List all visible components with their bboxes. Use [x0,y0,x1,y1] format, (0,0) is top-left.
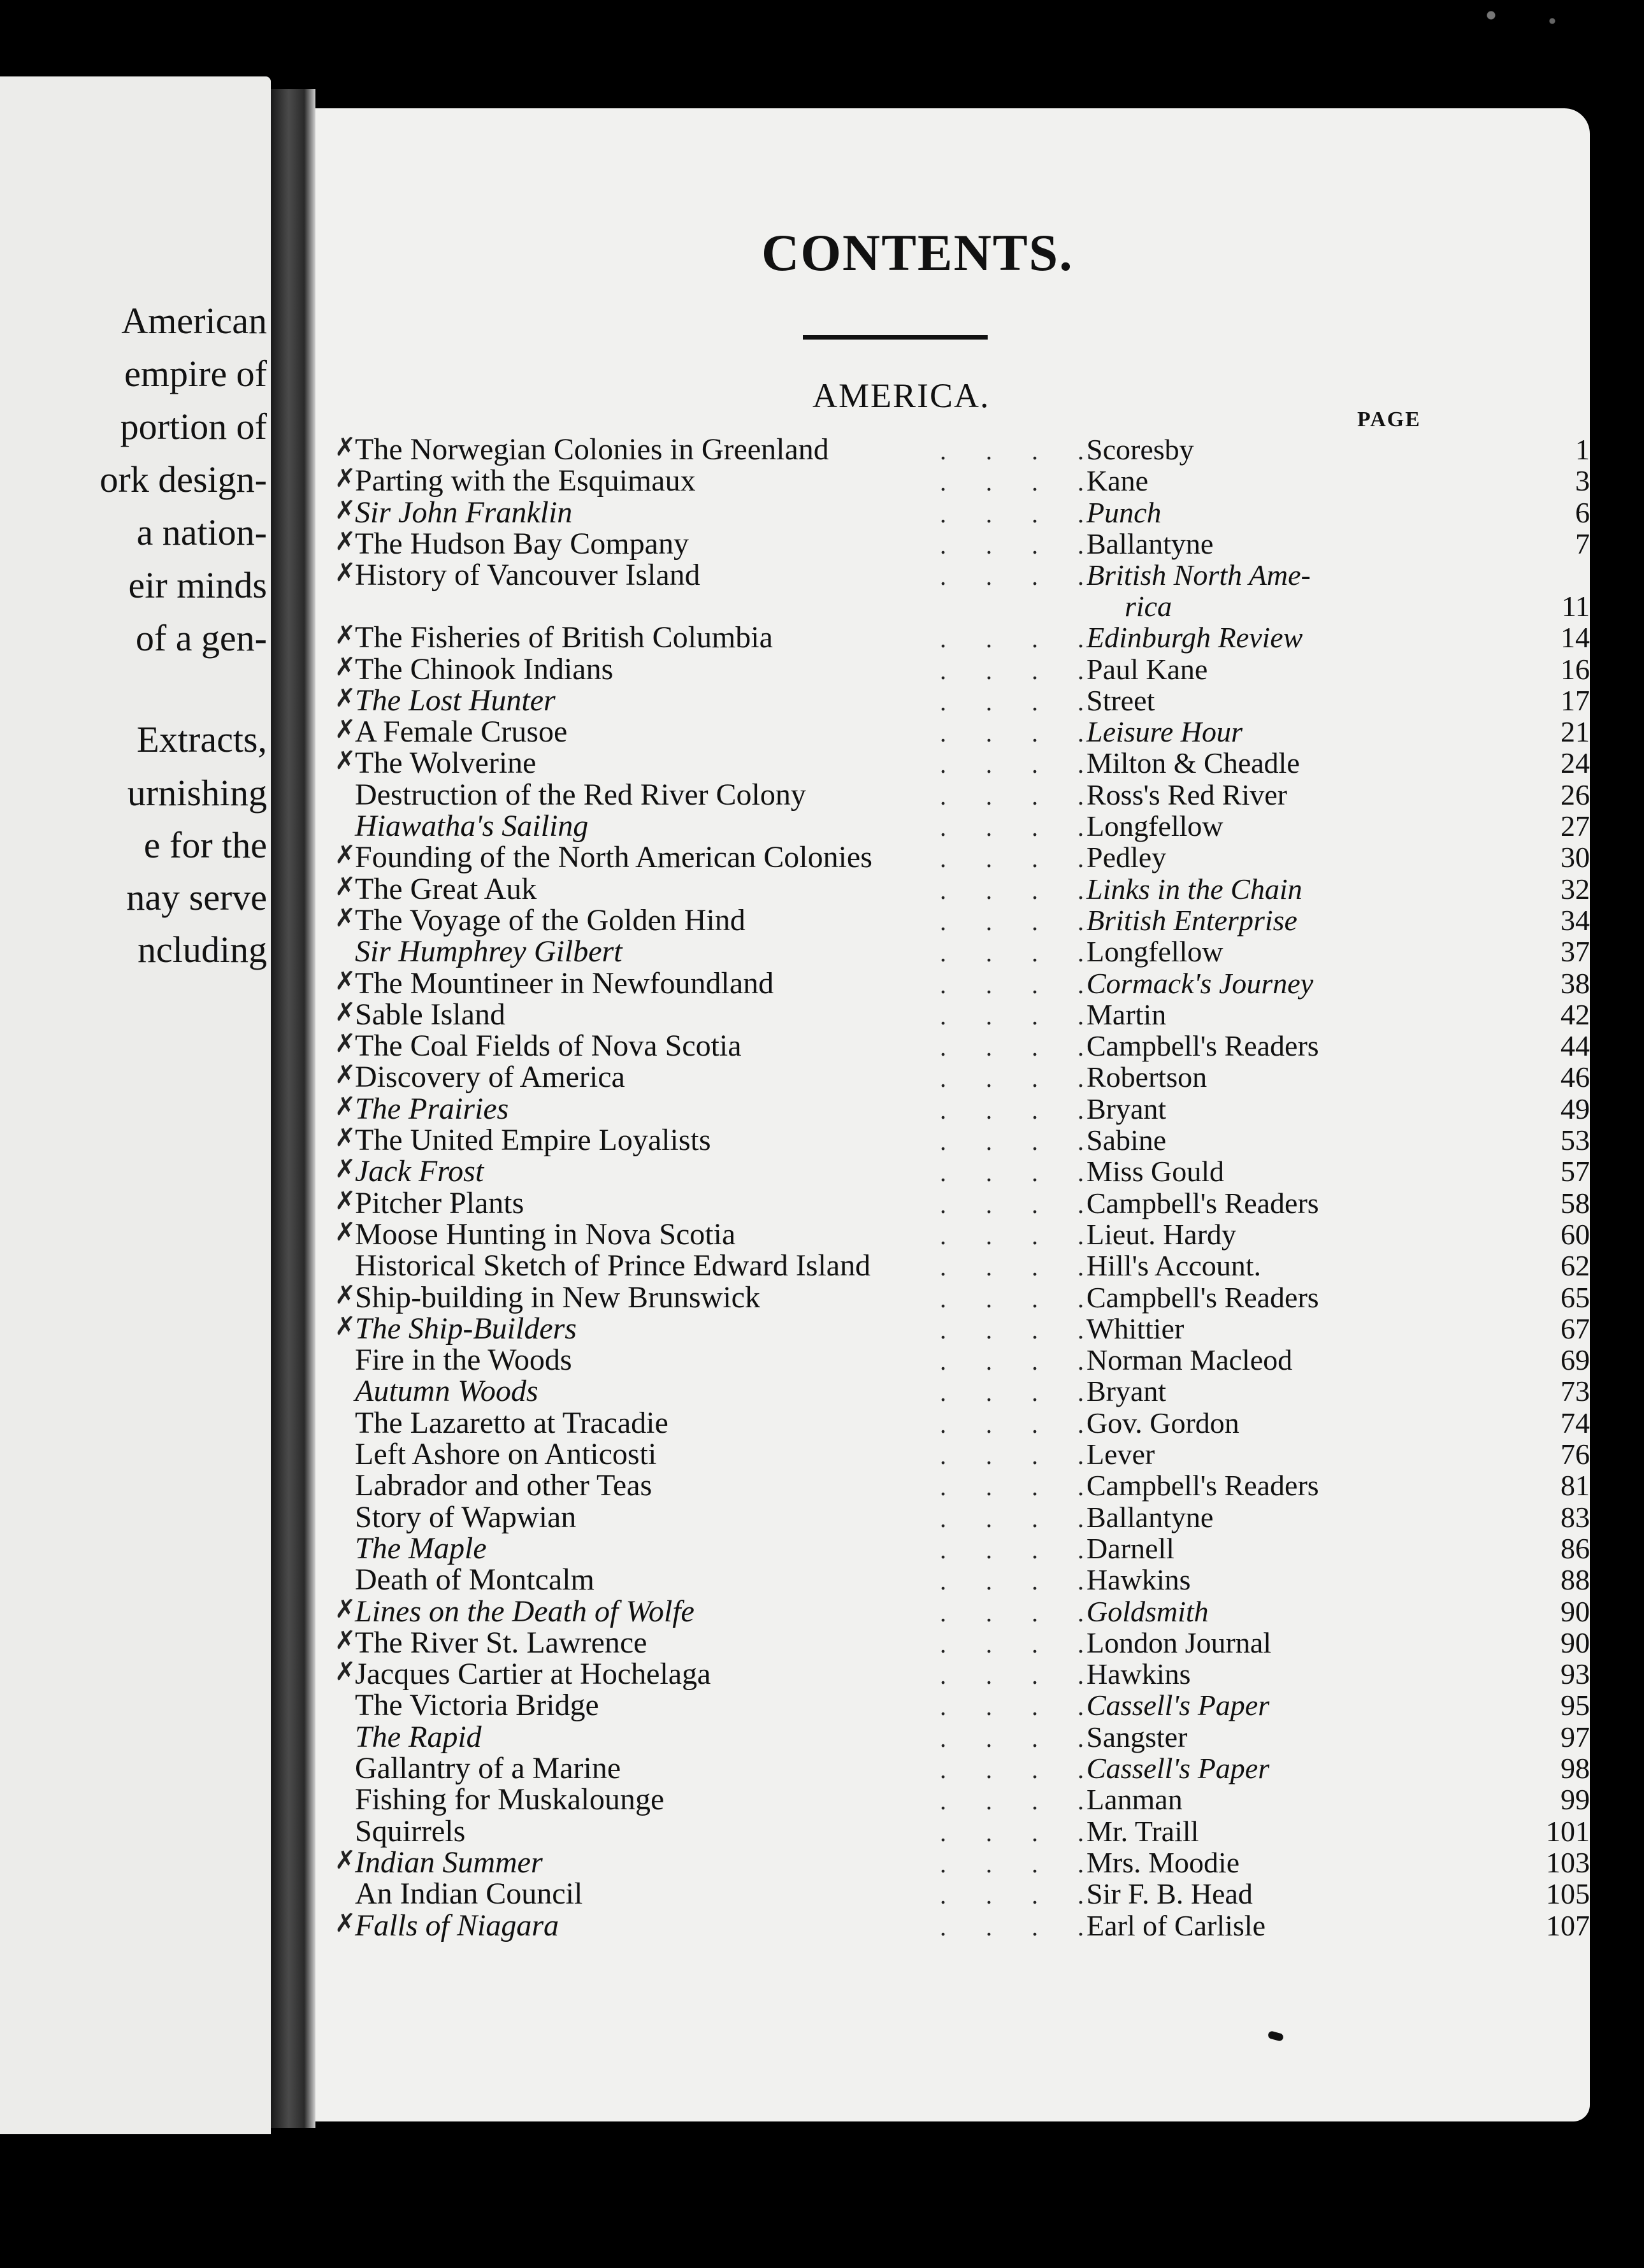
entry-page-number: 107 [1546,1909,1590,1942]
entry-title: Parting with the Esquimaux [355,464,696,498]
entry-title: Jack Frost [355,1154,484,1189]
entry-author: Cormack's Journey [1086,966,1314,1000]
entry-page-number: 44 [1561,1030,1590,1063]
toc-entry [315,1091,1590,1126]
page-title: CONTENTS. [761,224,1074,282]
dot-leader: . . . . [940,1504,1100,1533]
entry-author: British Enterprise [1086,903,1297,937]
entry-page-number: 98 [1561,1752,1590,1784]
dot-leader: . . . . [940,970,1100,999]
entry-page-number: 65 [1561,1281,1590,1314]
entry-page-number: 76 [1561,1438,1590,1470]
dot-leader: . . . . [940,1347,1100,1376]
pencil-tick-icon: ✗ [335,1060,356,1089]
entry-author: Cassell's Paper [1086,1752,1270,1784]
toc-entry [315,1219,1590,1250]
pencil-tick-icon: ✗ [335,1845,356,1874]
toc-entry [315,1784,1590,1815]
entry-title: History of Vancouver Island [355,558,700,592]
entry-title: Discovery of America [355,1060,625,1095]
dot-leader: . . . . [940,656,1100,685]
pencil-tick-icon: ✗ [335,683,356,712]
entry-title: Falls of Niagara [355,1908,559,1942]
toc-entry [315,1405,1590,1440]
dot-leader: . . . . [940,938,1100,968]
entry-title: The Chinook Indians [355,652,614,686]
toc-entry [315,1345,1590,1375]
pencil-tick-icon: ✗ [335,840,356,870]
entry-author: Links in the Chain [1086,872,1302,905]
section-heading: AMERICA. [812,377,990,415]
toc-entry [315,811,1590,842]
entry-page-number: 73 [1561,1375,1590,1408]
toc-entry [315,495,1590,529]
entry-page-number: 21 [1561,715,1590,749]
dot-leader: . . . . [940,781,1100,810]
dot-leader: . . . . [940,1252,1100,1282]
entry-page-number: 57 [1561,1155,1590,1188]
entry-author: Hill's Account. [1086,1249,1262,1282]
entry-title: Labrador and other Teas [355,1468,653,1503]
scan-specks [1134,0,1644,38]
dot-leader: . . . . [940,1849,1100,1878]
entry-title: Sir John Franklin [355,495,573,529]
entry-page-number: 16 [1561,652,1590,685]
dot-leader: . . . . [940,1284,1100,1313]
entry-title: The River St. Lawrence [355,1625,647,1660]
pencil-tick-icon: ✗ [335,1594,356,1623]
entry-author: Ballantyne [1086,527,1214,560]
dot-leader: . . . . [940,1692,1100,1721]
toc-entry [315,1502,1590,1533]
entry-page-number: 60 [1561,1217,1590,1251]
entry-title: Moose Hunting in Nova Scotia [355,1217,736,1251]
entry-author: Edinburgh Review [1086,621,1303,654]
entry-page-number: 11 [1561,590,1590,623]
dot-leader: . . . . [940,875,1100,905]
dot-leader: . . . . [940,530,1100,559]
entry-author: Whittier [1086,1312,1185,1345]
left-page-line: nay serve [126,877,267,918]
entry-page-number: 86 [1561,1532,1590,1565]
dot-leader: . . . . [940,1661,1100,1690]
entry-page-number: 32 [1561,872,1590,905]
toc-entry [315,1376,1590,1407]
toc-entry [315,526,1590,561]
book-gutter [271,89,315,2128]
entry-author: Bryant [1086,1375,1167,1408]
dot-leader: . . . . [940,1001,1100,1030]
entry-author: Sabine [1086,1124,1167,1156]
entry-author: Scoresby [1086,433,1194,466]
dot-leader: . . . . [940,1912,1100,1941]
entry-title: The Great Auk [355,872,537,906]
toc-entry [315,1251,1590,1281]
entry-page-number: 88 [1561,1563,1590,1597]
entry-title: Gallantry of a Marine [355,1751,621,1785]
entry-author: Bryant [1086,1092,1167,1125]
pencil-tick-icon: ✗ [335,966,356,995]
entry-author: Cassell's Paper [1086,1689,1270,1722]
toc-entry [315,1439,1590,1470]
toc-entry [315,1031,1590,1061]
entry-author: Mrs. Moodie [1086,1846,1240,1879]
entry-title: The Norwegian Colonies in Greenland [355,433,829,466]
toc-entry [315,558,1590,623]
left-page-line: urnishing [127,772,267,814]
left-page-line: Extracts, [136,719,267,760]
entry-page-number: 90 [1561,1595,1590,1628]
entry-title: Fishing for Muskalounge [355,1783,665,1817]
pencil-tick-icon: ✗ [335,433,356,461]
dot-leader: . . . . [940,1095,1100,1124]
title-rule [803,335,988,340]
entry-page-number: 17 [1561,684,1590,717]
dot-leader: . . . . [940,1409,1100,1439]
entry-title: The Rapid [355,1719,482,1754]
pencil-tick-icon: ✗ [335,997,356,1026]
entry-author: Hawkins [1086,1658,1191,1691]
pencil-tick-icon: ✗ [335,1029,356,1058]
entry-title: Founding of the North American Colonies [355,840,872,875]
toc-entry [315,622,1590,653]
entry-title: Sable Island [355,997,505,1031]
toc-entry [315,997,1590,1031]
toc-entry [315,434,1590,465]
toc-entry [315,654,1590,685]
entry-author: Sangster [1086,1720,1188,1753]
pencil-tick-icon: ✗ [335,495,356,524]
dot-leader: . . . . [940,1189,1100,1219]
dot-leader: . . . . [940,1127,1100,1156]
entry-page-number: 67 [1561,1312,1590,1345]
entry-author: Campbell's Readers [1086,1186,1319,1219]
entry-author: Goldsmith [1086,1595,1209,1628]
pencil-tick-icon: ✗ [335,1657,356,1686]
ink-mark [1267,2030,1284,2042]
entry-title: The Lazaretto at Tracadie [355,1405,668,1440]
entry-title: Lines on the Death of Wolfe [355,1594,695,1628]
pencil-tick-icon: ✗ [335,1908,356,1937]
pencil-tick-icon: ✗ [335,1625,356,1654]
toc-entry [315,874,1590,905]
dot-leader: . . . . [940,1158,1100,1188]
entry-title: Fire in the Woods [355,1343,572,1377]
toc-entry [315,685,1590,716]
left-page-line: a nation- [136,512,267,553]
toc-entry [315,968,1590,999]
entry-page-number: 53 [1561,1124,1590,1156]
dot-leader: . . . . [940,1818,1100,1847]
left-page-line: portion of [120,406,267,447]
dot-leader: . . . . [940,1535,1100,1564]
toc-entry [315,1719,1590,1754]
entry-author: British North Ame- [1086,559,1311,592]
entry-title: The Coal Fields of Nova Scotia [355,1029,742,1063]
entry-page-number: 38 [1561,966,1590,1000]
dot-leader: . . . . [940,1315,1100,1344]
entry-title: The Prairies [355,1091,509,1126]
entry-author: Campbell's Readers [1086,1281,1319,1314]
dot-leader: . . . . [940,1567,1100,1596]
entry-author: Sir F. B. Head [1086,1877,1253,1911]
entry-author: Longfellow [1086,935,1223,968]
entry-title: Death of Montcalm [355,1563,595,1597]
entry-author: Mr. Traill [1086,1814,1199,1848]
toc-entry [315,1879,1590,1909]
toc-entry [315,1816,1590,1847]
entry-page-number: 81 [1561,1469,1590,1502]
entry-page-number: 99 [1561,1783,1590,1816]
entry-page-number: 58 [1561,1186,1590,1219]
toc-entry [315,1156,1590,1187]
entry-author: Lanman [1086,1783,1183,1816]
pencil-tick-icon: ✗ [335,1154,356,1184]
toc-entry [315,1533,1590,1564]
pencil-tick-icon: ✗ [335,746,356,775]
entry-author: Miss Gould [1086,1155,1224,1188]
dot-leader: . . . . [940,1881,1100,1910]
pencil-tick-icon: ✗ [335,621,356,650]
pencil-tick-icon: ✗ [335,558,356,587]
entry-page-number: 7 [1575,527,1590,560]
left-page-line: of a gen- [135,617,267,659]
entry-author-continuation: rica [1125,590,1172,623]
pencil-tick-icon: ✗ [335,903,356,932]
page-column-header: PAGE [1357,408,1421,431]
entry-title: Story of Wapwian [355,1500,577,1534]
toc-entry [315,842,1590,873]
entry-title: Ship-building in New Brunswick [355,1280,760,1314]
entry-title: The Ship-Builders [355,1311,577,1346]
entry-title: The United Empire Loyalists [355,1123,711,1157]
dot-leader: . . . . [940,499,1100,528]
entry-page-number: 42 [1561,998,1590,1031]
entry-page-number: 24 [1561,747,1590,780]
entry-title: The Lost Hunter [355,683,556,717]
left-page-line: ork design- [99,459,267,500]
entry-title: Sir Humphrey Gilbert [355,935,623,969]
left-page-line: e for the [143,824,267,866]
toc-entry [315,1690,1590,1721]
entry-title: Hiawatha's Sailing [355,809,589,843]
dot-leader: . . . . [940,562,1100,591]
dot-leader: . . . . [940,844,1100,873]
dot-leader: . . . . [940,719,1100,748]
entry-title: A Female Crusoe [355,715,568,749]
entry-title: The Fisheries of British Columbia [355,621,773,655]
pencil-tick-icon: ✗ [335,1311,356,1340]
dot-leader: . . . . [940,468,1100,497]
entry-page-number: 95 [1561,1689,1590,1722]
pencil-tick-icon: ✗ [335,1280,356,1309]
left-facing-page [0,76,271,2134]
dot-leader: . . . . [940,1378,1100,1407]
dot-leader: . . . . [940,624,1100,654]
entry-page-number: 83 [1561,1500,1590,1533]
toc-entry [315,717,1590,747]
entry-title: Jacques Cartier at Hochelaga [355,1657,711,1691]
left-page-line: American [121,300,267,341]
toc-entry [315,1311,1590,1346]
dot-leader: . . . . [940,907,1100,936]
entry-title: The Wolverine [355,746,537,780]
left-page-line: eir minds [128,564,267,606]
entry-page-number: 103 [1546,1846,1590,1879]
entry-author: Norman Macleod [1086,1344,1293,1377]
entry-author: Gov. Gordon [1086,1406,1239,1439]
toc-entry [315,937,1590,967]
entry-page-number: 14 [1561,621,1590,654]
toc-entry [315,1659,1590,1690]
entry-page-number: 105 [1546,1877,1590,1911]
entry-title: The Mountineer in Newfoundland [355,966,774,1000]
entry-author: London Journal [1086,1626,1272,1659]
entry-author: Ballantyne [1086,1500,1214,1533]
entry-author: Longfellow [1086,810,1223,842]
entry-author: Leisure Hour [1086,715,1243,749]
dot-leader: . . . . [940,1786,1100,1816]
entry-author: Earl of Carlisle [1086,1909,1266,1942]
entry-page-number: 49 [1561,1092,1590,1125]
dot-leader: . . . . [940,813,1100,842]
entry-author: Paul Kane [1086,652,1208,685]
dot-leader: . . . . [940,1441,1100,1470]
dot-leader: . . . . [940,687,1100,716]
toc-entry [315,1062,1590,1093]
toc-entry [315,1625,1590,1660]
pencil-tick-icon: ✗ [335,464,356,493]
entry-title: Autumn Woods [355,1374,538,1409]
entry-page-number: 37 [1561,935,1590,968]
entry-title: Destruction of the Red River Colony [355,777,806,812]
left-page-line: empire of [124,353,267,394]
entry-author: Pedley [1086,841,1167,874]
toc-entry [315,1908,1590,1942]
entry-page-number: 30 [1561,841,1590,874]
entry-page-number: 69 [1561,1344,1590,1377]
entry-page-number: 93 [1561,1658,1590,1691]
entry-page-number: 101 [1546,1814,1590,1848]
entry-page-number: 34 [1561,903,1590,937]
entry-author: Milton & Cheadle [1086,747,1300,780]
pencil-tick-icon: ✗ [335,1186,356,1215]
entry-page-number: 26 [1561,778,1590,811]
toc-entry [315,466,1590,496]
entry-author: Martin [1086,998,1167,1031]
dot-leader: . . . . [940,1723,1100,1753]
entry-author: Punch [1086,496,1162,529]
pencil-tick-icon: ✗ [335,526,356,556]
entry-page-number: 3 [1575,464,1590,498]
entry-page-number: 90 [1561,1626,1590,1659]
toc-entry [315,1282,1590,1313]
entry-author: Ross's Red River [1086,778,1287,811]
entry-title: Pitcher Plants [355,1186,524,1220]
entry-title: Squirrels [355,1814,466,1848]
dot-leader: . . . . [940,1064,1100,1093]
entry-title: The Maple [355,1531,487,1565]
entry-author: Darnell [1086,1532,1174,1565]
entry-author: Hawkins [1086,1563,1191,1597]
toc-entry [315,1470,1590,1501]
entry-author: Robertson [1086,1061,1208,1094]
toc-entry [315,748,1590,779]
entry-author: Campbell's Readers [1086,1469,1319,1502]
entry-page-number: 62 [1561,1249,1590,1282]
toc-entry [315,905,1590,936]
entry-title: An Indian Council [355,1877,583,1911]
dot-leader: . . . . [940,750,1100,779]
pencil-tick-icon: ✗ [335,715,356,744]
toc-entry [315,1753,1590,1784]
entry-page-number: 27 [1561,810,1590,842]
dot-leader: . . . . [940,436,1100,465]
toc-entry [315,1188,1590,1219]
entry-author: Lever [1086,1438,1155,1470]
entry-title: The Voyage of the Golden Hind [355,903,746,937]
entry-author: Street [1086,684,1155,717]
pencil-tick-icon: ✗ [335,1123,356,1152]
pencil-tick-icon: ✗ [335,1217,356,1246]
entry-page-number: 97 [1561,1720,1590,1753]
entry-page-number: 46 [1561,1061,1590,1094]
pencil-tick-icon: ✗ [335,1091,356,1121]
toc-entry [315,1565,1590,1595]
dot-leader: . . . . [940,1755,1100,1784]
pencil-tick-icon: ✗ [335,872,356,901]
left-page-line: ncluding [138,929,267,970]
toc-entry [315,1594,1590,1628]
entry-title: The Victoria Bridge [355,1688,599,1723]
entry-author: Campbell's Readers [1086,1030,1319,1063]
dot-leader: . . . . [940,1629,1100,1658]
dot-leader: . . . . [940,1472,1100,1502]
entry-title: The Hudson Bay Company [355,526,689,561]
entry-title: Left Ashore on Anticosti [355,1437,657,1471]
contents-page [315,108,1590,2121]
entry-page-number: 1 [1575,433,1590,466]
dot-leader: . . . . [940,1033,1100,1062]
dot-leader: . . . . [940,1221,1100,1250]
toc-entry [315,1125,1590,1156]
entry-title: Indian Summer [355,1845,543,1879]
entry-author: Lieut. Hardy [1086,1217,1237,1251]
dot-leader: . . . . [940,1598,1100,1627]
toc-entry [315,1845,1590,1879]
entry-page-number: 6 [1575,496,1590,529]
entry-page-number: 74 [1561,1406,1590,1439]
entry-title: Historical Sketch of Prince Edward Island [355,1249,871,1283]
pencil-tick-icon: ✗ [335,652,356,681]
entry-author: Kane [1086,464,1149,498]
toc-entry [315,777,1590,812]
